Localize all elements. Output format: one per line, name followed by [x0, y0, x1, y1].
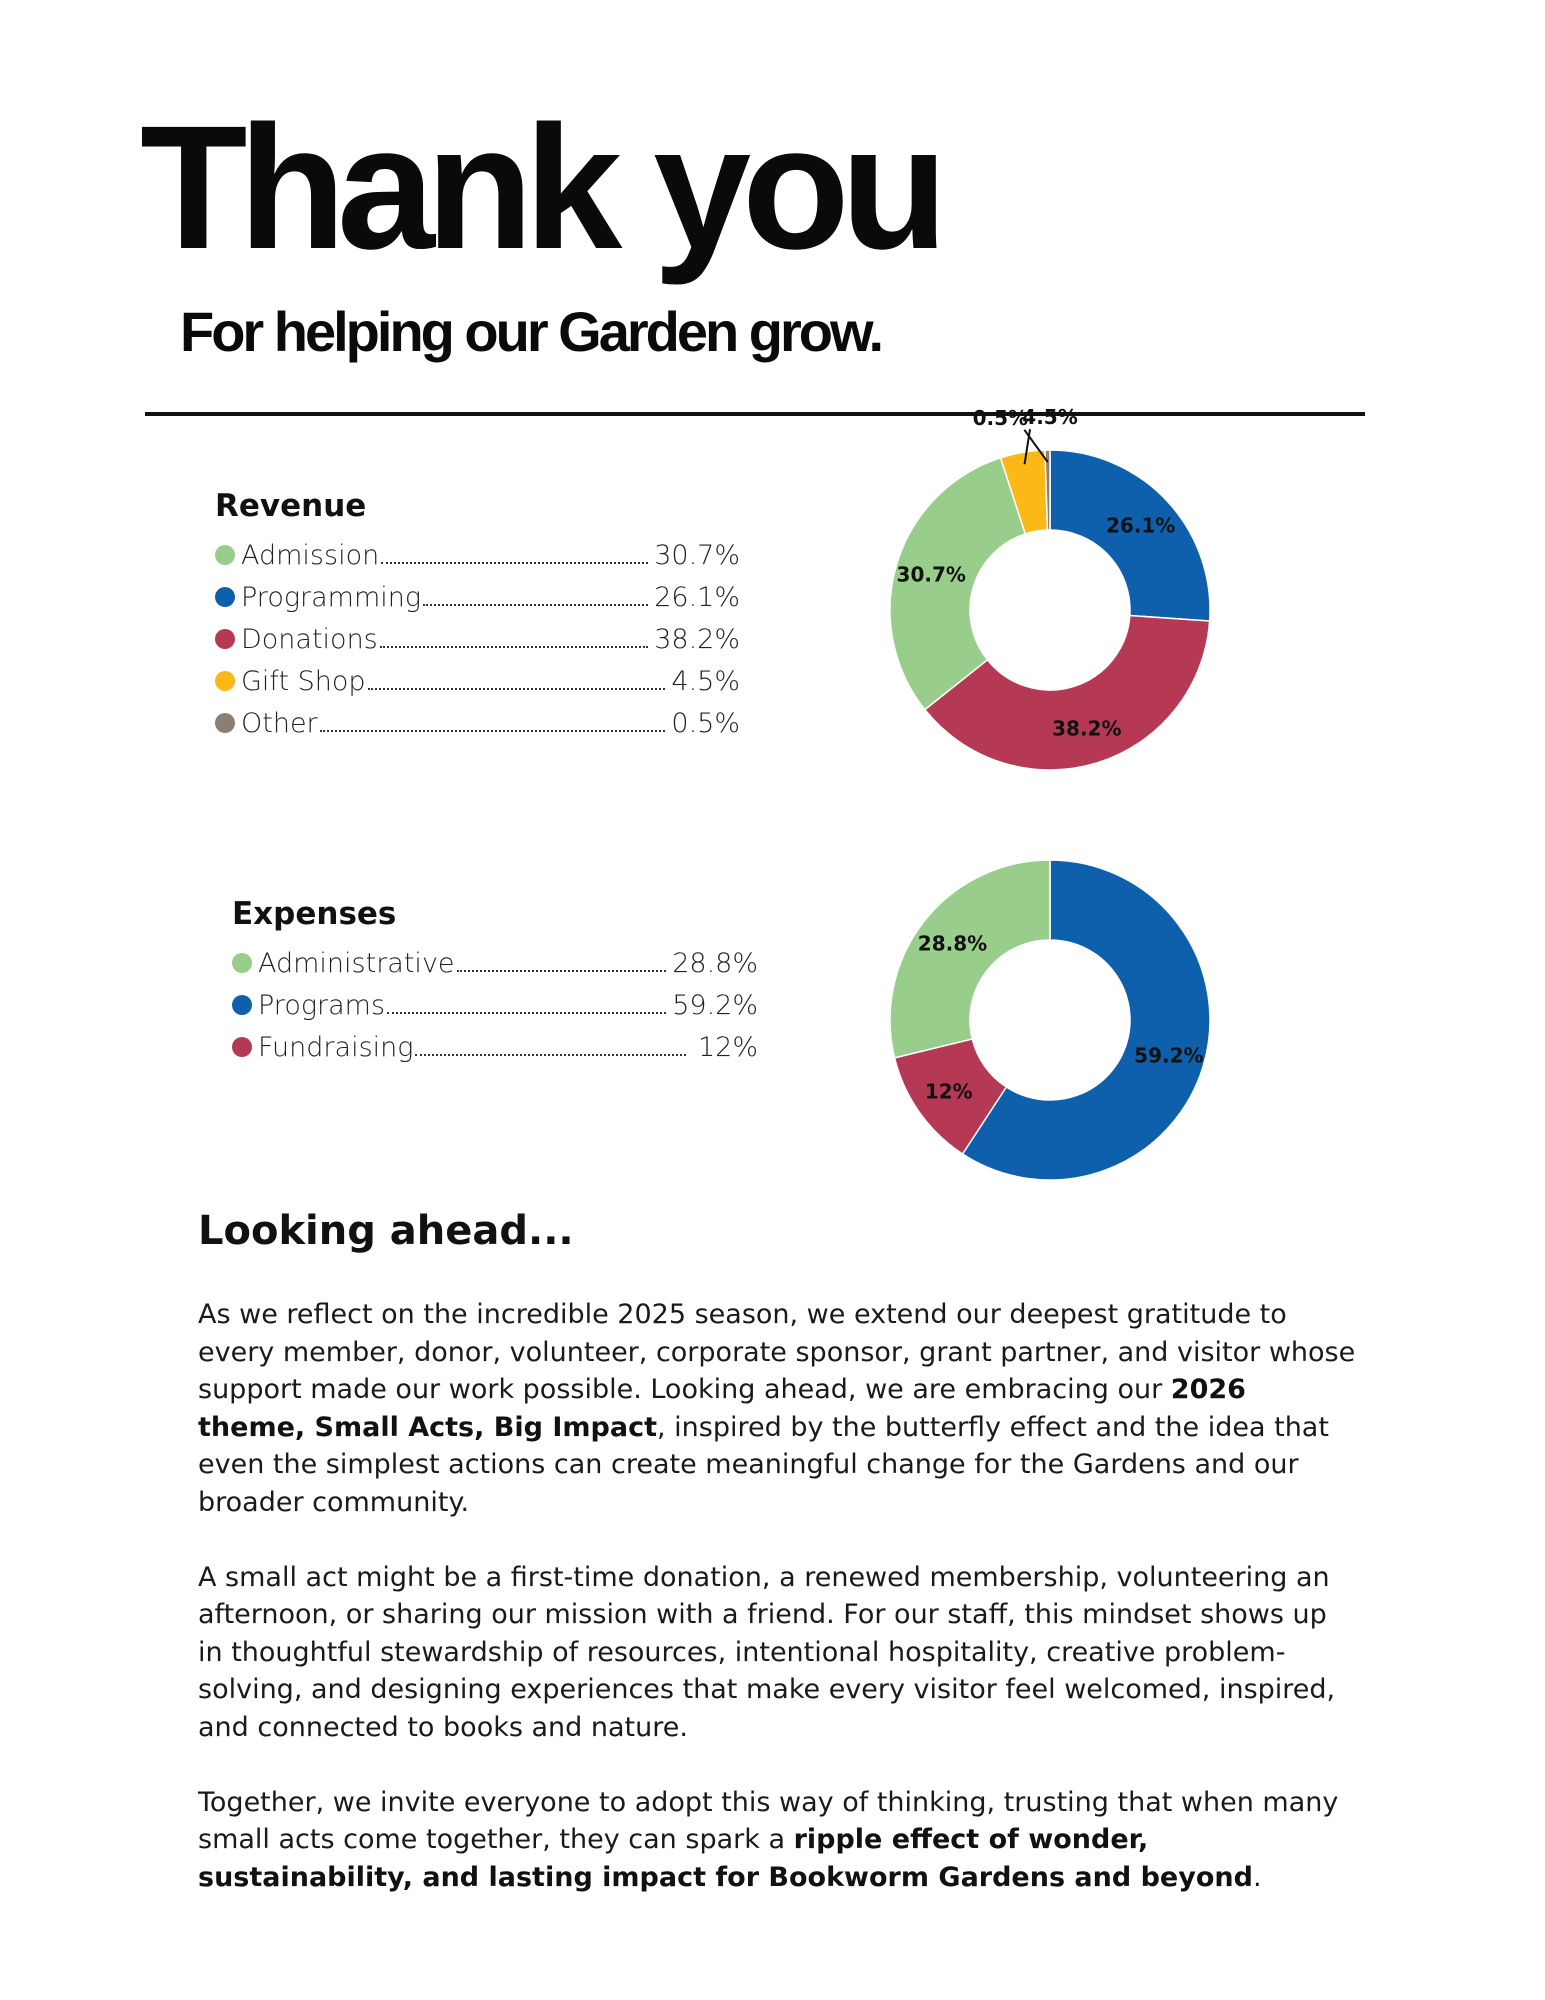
legend-dot [232, 995, 252, 1015]
slice-administrative [890, 860, 1050, 1058]
data-label-programming: 26.1% [1105, 513, 1176, 538]
data-label-gift-shop: 4.5% [1022, 405, 1078, 430]
legend-value: 4.5% [671, 665, 740, 697]
legend-label: Gift Shop [241, 665, 366, 697]
revenue-heading: Revenue [215, 488, 367, 524]
dotted-leader [320, 714, 666, 732]
legend-dot [215, 671, 235, 691]
page-subtitle: For helping our Garden grow. [180, 300, 882, 363]
dotted-leader [387, 996, 666, 1014]
looking-ahead-body [198, 1296, 1358, 1934]
data-label-other: 0.5% [972, 405, 1029, 430]
revenue-legend [215, 488, 740, 744]
expenses-donut-chart [860, 830, 1240, 1210]
legend-item-admission [215, 534, 740, 576]
legend-value: 26.1% [654, 581, 740, 613]
legend-item-programs [232, 984, 758, 1026]
legend-dot [215, 629, 235, 649]
legend-label: Programs [258, 989, 386, 1021]
paragraph-1-text-c: , inspired by the butterfly effect and the idea that even the simplest actions can create meaningful change for the Gardens and our broader community. [198, 1411, 1329, 1518]
legend-item-fundraising [232, 1026, 758, 1068]
legend-label: Other [241, 707, 318, 739]
data-label-fundraising: 12% [924, 1079, 973, 1104]
legend-value: 38.2% [654, 623, 740, 655]
legend-value: 30.7% [654, 539, 740, 571]
legend-item-programming [215, 576, 740, 618]
paragraph-3-text-c: . [1252, 1861, 1262, 1893]
legend-value: 0.5% [671, 707, 740, 739]
expenses-heading: Expenses [232, 896, 397, 932]
legend-item-gift-shop [215, 660, 740, 702]
legend-dot [232, 1037, 252, 1057]
legend-dot [232, 953, 252, 973]
dotted-leader [368, 672, 666, 690]
looking-ahead-heading: Looking ahead... [198, 1208, 574, 1254]
dotted-leader [457, 954, 667, 972]
expenses-legend [232, 896, 758, 1068]
dotted-leader [380, 630, 648, 648]
dotted-leader [415, 1038, 686, 1056]
data-label-administrative: 28.8% [917, 931, 988, 956]
data-label-admission: 30.7% [896, 562, 966, 587]
page-title: Thank you [140, 90, 940, 286]
data-label-donations: 38.2% [1052, 716, 1122, 741]
legend-value: 59.2% [672, 989, 758, 1021]
legend-label: Donations [241, 623, 378, 655]
paragraph-3-text-a: Together, we invite everyone to adopt this way of thinking, trusting that when many small acts come together, they can spark a [198, 1786, 1339, 1855]
paragraph-1 [198, 1296, 1358, 1521]
paragraph-3 [198, 1784, 1358, 1897]
legend-item-donations [215, 618, 740, 660]
legend-label: Programming [241, 581, 422, 613]
legend-dot [215, 587, 235, 607]
legend-value: 28.8% [672, 947, 758, 979]
legend-label: Admission [241, 539, 380, 571]
legend-dot [215, 545, 235, 565]
paragraph-3-bold: ripple effect of wonder, sustainability, and lasting impact for Bookworm Gardens and beyond [198, 1824, 1253, 1893]
paragraph-1-text-a: As we reflect on the incredible 2025 season, we extend our deepest gratitude to every member, donor, volunteer, corporate sponsor, grant partner, and visitor whose support made our work possible. Looking ahead, we are embracing our [198, 1299, 1356, 1405]
divider [145, 412, 1365, 416]
data-label-programs: 59.2% [1134, 1043, 1204, 1068]
legend-dot [215, 713, 235, 733]
legend-label: Administrative [258, 947, 455, 979]
dotted-leader [423, 588, 648, 606]
legend-label: Fundraising [258, 1031, 414, 1063]
legend-value: 12% [697, 1031, 758, 1063]
dotted-leader [381, 546, 648, 564]
paragraph-2: A small act might be a first-time donation, a renewed membership, volunteering an afternoon, or sharing our mission with a friend. For our staff, this mindset shows up in thoughtful stewardship of resources, intentional hospitality, creative problem-solving, and designing experiences that make every visitor feel welcomed, inspired, and connected to books and nature. [198, 1561, 1336, 1743]
paragraph-1-bold: 2026 theme, Small Acts, Big Impact [198, 1374, 1246, 1443]
legend-item-other [215, 702, 740, 744]
legend-item-administrative [232, 942, 758, 984]
revenue-donut-chart [860, 405, 1240, 800]
